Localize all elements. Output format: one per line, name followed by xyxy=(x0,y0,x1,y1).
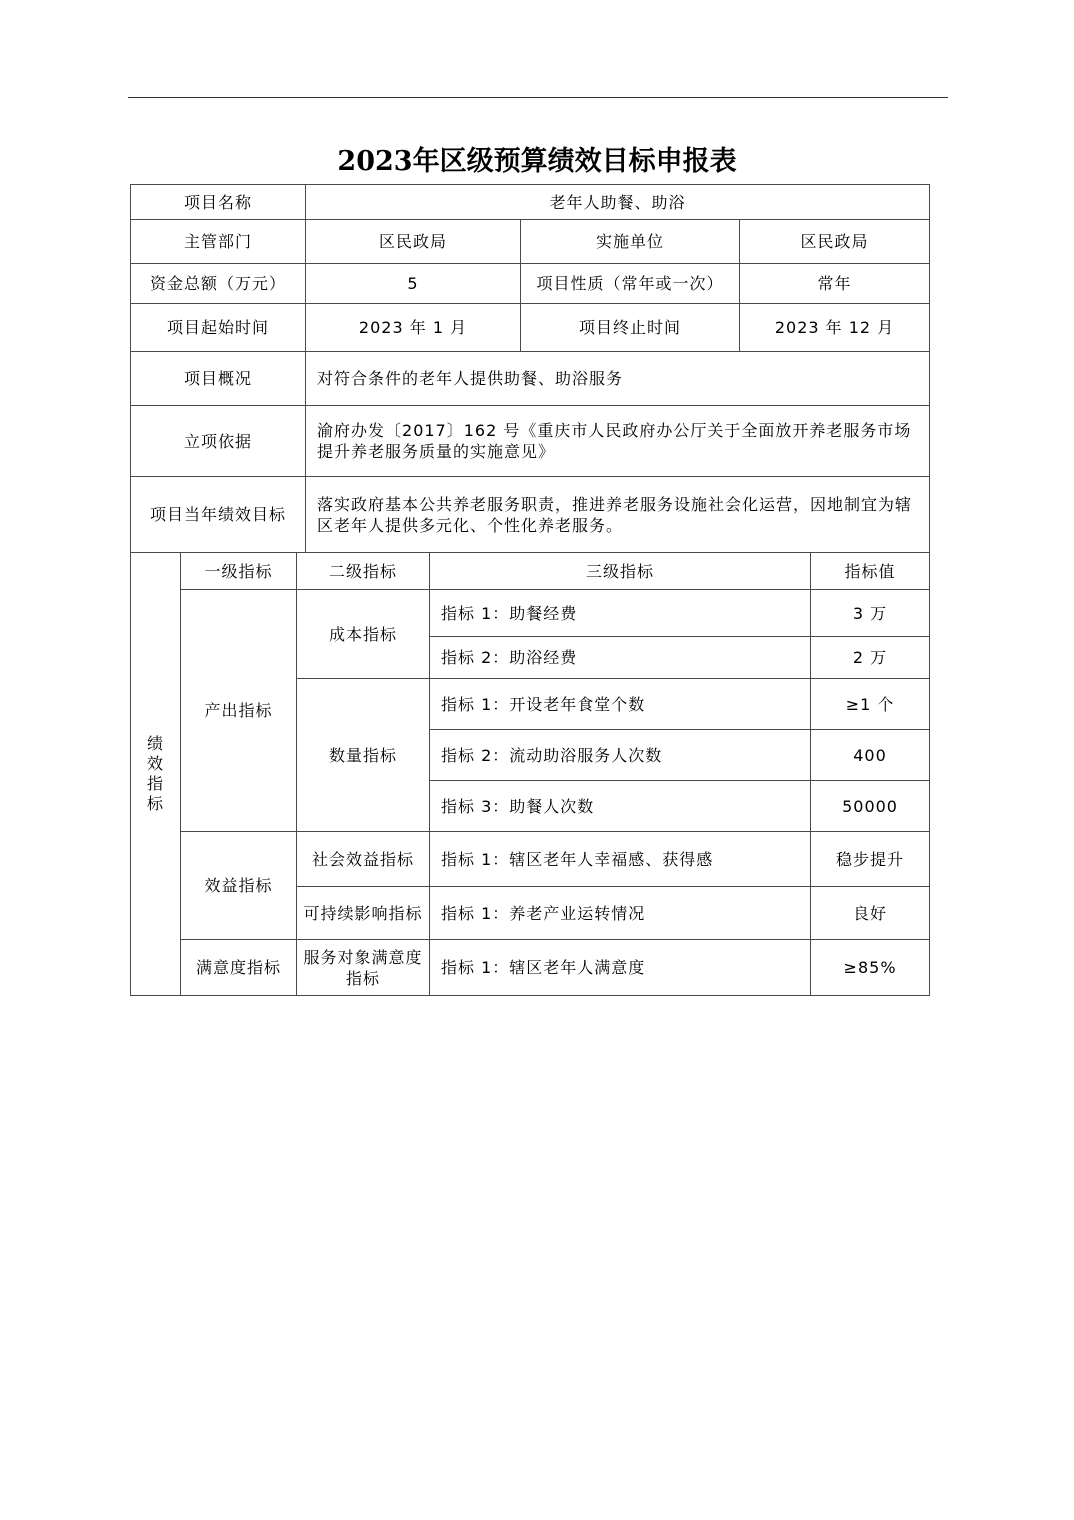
row-funds xyxy=(131,264,930,304)
budget-form-table xyxy=(130,184,930,996)
header-value: 指标值 xyxy=(811,553,930,590)
row-dates xyxy=(131,304,930,352)
indicator-name: 指标 1：辖区老年人幸福感、获得感 xyxy=(430,832,811,887)
indicator-name: 指标 1：养老产业运转情况 xyxy=(430,887,811,940)
indicator-name: 指标 1：助餐经费 xyxy=(430,590,811,637)
nature-label: 项目性质（常年或一次） xyxy=(521,264,740,304)
indicator-name: 指标 3：助餐人次数 xyxy=(430,781,811,832)
row-overview xyxy=(131,352,930,406)
level1-benefit: 效益指标 xyxy=(181,832,297,940)
row-goal xyxy=(131,477,930,553)
project-name-value: 老年人助餐、助浴 xyxy=(306,185,930,220)
level2-cost: 成本指标 xyxy=(297,590,430,679)
end-value: 2023 年 12 月 xyxy=(740,304,930,352)
table-row xyxy=(131,940,930,996)
indicator-value: 良好 xyxy=(811,887,930,940)
nature-value: 常年 xyxy=(740,264,930,304)
level1-satisfaction: 满意度指标 xyxy=(181,940,297,996)
basis-value: 渝府办发〔2017〕162 号《重庆市人民政府办公厅关于全面放开养老服务市场提升养老服务质量的实施意见》 xyxy=(306,406,930,477)
funds-label: 资金总额（万元） xyxy=(131,264,306,304)
impl-value: 区民政局 xyxy=(740,220,930,264)
row-project-name xyxy=(131,185,930,220)
table-row xyxy=(131,832,930,887)
dept-value: 区民政局 xyxy=(306,220,521,264)
start-value: 2023 年 1 月 xyxy=(306,304,521,352)
header-rule xyxy=(128,97,948,98)
table-row xyxy=(131,590,930,637)
funds-value: 5 xyxy=(306,264,521,304)
goal-value: 落实政府基本公共养老服务职责，推进养老服务设施社会化运营，因地制宜为辖区老年人提供多元化、个性化养老服务。 xyxy=(306,477,930,553)
indicator-value: 3 万 xyxy=(811,590,930,637)
level2-service-satisfaction: 服务对象满意度指标 xyxy=(297,940,430,996)
header-level1: 一级指标 xyxy=(181,553,297,590)
performance-indicators-label: 绩效指标 xyxy=(131,553,181,996)
indicator-name: 指标 2：助浴经费 xyxy=(430,637,811,679)
start-label: 项目起始时间 xyxy=(131,304,306,352)
indicator-name: 指标 1：开设老年食堂个数 xyxy=(430,679,811,730)
indicator-value: ≥1 个 xyxy=(811,679,930,730)
level2-social-benefit: 社会效益指标 xyxy=(297,832,430,887)
end-label: 项目终止时间 xyxy=(521,304,740,352)
level1-output: 产出指标 xyxy=(181,590,297,832)
overview-value: 对符合条件的老年人提供助餐、助浴服务 xyxy=(306,352,930,406)
impl-label: 实施单位 xyxy=(521,220,740,264)
indicator-name: 指标 2：流动助浴服务人次数 xyxy=(430,730,811,781)
indicator-header-row xyxy=(131,553,930,590)
header-level3: 三级指标 xyxy=(430,553,811,590)
overview-label: 项目概况 xyxy=(131,352,306,406)
indicator-value: 400 xyxy=(811,730,930,781)
project-name-label: 项目名称 xyxy=(131,185,306,220)
row-basis xyxy=(131,406,930,477)
indicator-value: 2 万 xyxy=(811,637,930,679)
goal-label: 项目当年绩效目标 xyxy=(131,477,306,553)
page-title: 2023年区级预算绩效目标申报表 xyxy=(337,146,737,177)
indicator-name: 指标 1：辖区老年人满意度 xyxy=(430,940,811,996)
level2-sustainability: 可持续影响指标 xyxy=(297,887,430,940)
indicator-value: 50000 xyxy=(811,781,930,832)
basis-label: 立项依据 xyxy=(131,406,306,477)
indicator-value: ≥85% xyxy=(811,940,930,996)
header-level2: 二级指标 xyxy=(297,553,430,590)
indicator-value: 稳步提升 xyxy=(811,832,930,887)
level2-quantity: 数量指标 xyxy=(297,679,430,832)
dept-label: 主管部门 xyxy=(131,220,306,264)
row-dept xyxy=(131,220,930,264)
